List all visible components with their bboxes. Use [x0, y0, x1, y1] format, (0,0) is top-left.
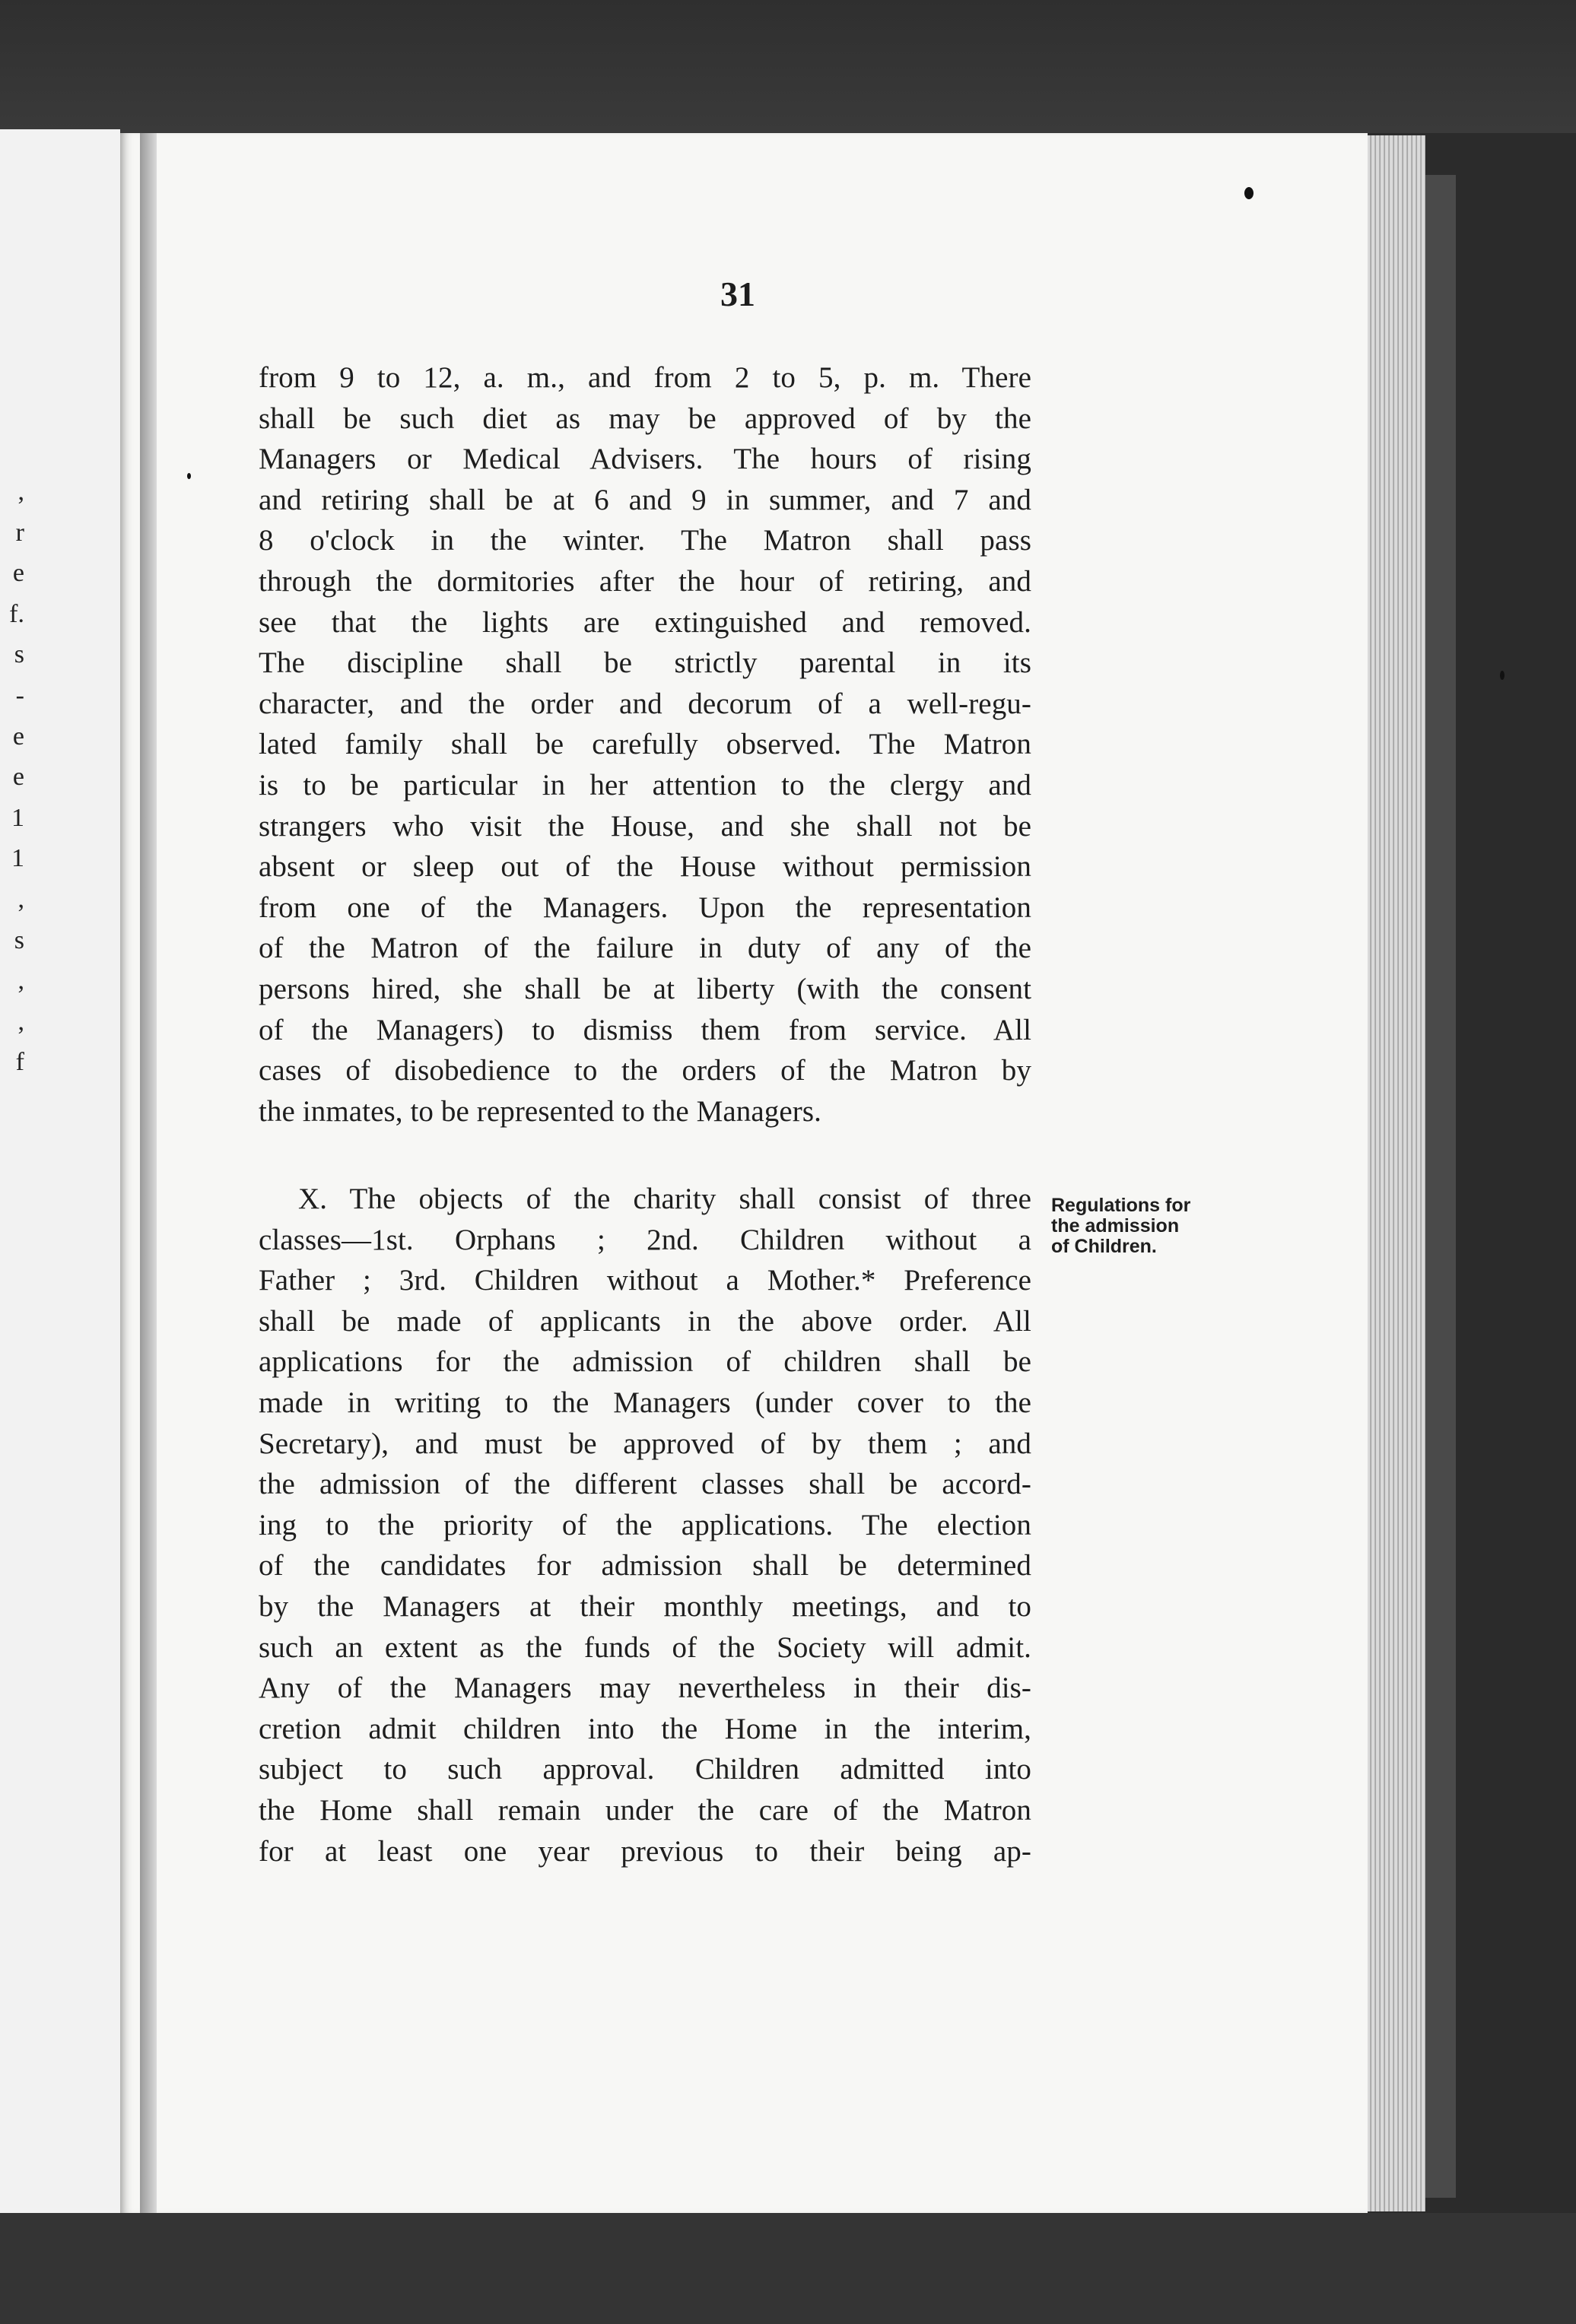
paragraph-2: [259, 1179, 1031, 1872]
text-line: X. The objects of the charity shall consist of three: [298, 1183, 1031, 1215]
margin-note-line: of Children.: [1051, 1236, 1157, 1257]
ink-speck: [1500, 671, 1505, 680]
page-gutter: [140, 133, 157, 2213]
edge-fragment: f.: [9, 599, 24, 628]
text-line: of the candidates for admission shall be determined: [259, 1549, 1031, 1583]
page-number: 31: [720, 275, 755, 313]
text-line: applications for the admission of children shall be: [259, 1345, 1031, 1379]
text-line: lated family shall be carefully observed. The Matron: [259, 728, 1031, 761]
text-line: cases of disobedience to the orders of the Matron by: [259, 1054, 1031, 1087]
text-line: the Home shall remain under the care of the Matron: [259, 1793, 1031, 1827]
book-cover-edge: [1425, 175, 1456, 2198]
edge-fragment: r: [15, 518, 24, 547]
edge-fragment: ,: [17, 1007, 24, 1036]
text-line: character, and the order and decorum of a well-regu-: [259, 687, 1031, 720]
text-line: classes—1st. Orphans ; 2nd. Children without a: [259, 1223, 1031, 1256]
edge-fragment: s: [14, 925, 24, 954]
text-line: the admission of the different classes shall be accord-: [259, 1468, 1031, 1501]
edge-fragment: s: [14, 640, 24, 669]
edge-fragment: 1: [11, 803, 24, 832]
edge-fragment: e: [12, 763, 24, 792]
edge-fragment: 1: [11, 844, 24, 873]
edge-fragment: ,: [17, 967, 24, 995]
edge-fragment: f: [15, 1048, 24, 1077]
text-line: Secretary), and must be approved of by them ; and: [259, 1427, 1031, 1460]
text-line: cretion admit children into the Home in the interim,: [259, 1712, 1031, 1745]
text-line: see that the lights are extinguished and removed.: [259, 605, 1031, 639]
facing-page-text-fragments: [2, 471, 24, 1083]
edge-fragment: e: [12, 559, 24, 588]
margin-note-regulations: [1051, 1195, 1241, 1257]
text-line: from one of the Managers. Upon the representation: [259, 891, 1031, 924]
facing-page-edge: [0, 129, 123, 2213]
ink-speck: [1244, 187, 1253, 199]
margin-note-line: Regulations for: [1051, 1195, 1191, 1216]
ink-speck: [187, 473, 191, 479]
paragraph-1: [259, 357, 1031, 1132]
text-line: ing to the priority of the applications. The election: [259, 1508, 1031, 1541]
page-stack-edges: [1368, 135, 1425, 2211]
scan-background-top: [0, 0, 1576, 133]
text-line: such an extent as the funds of the Society will admit.: [259, 1630, 1031, 1664]
edge-fragment: -: [15, 681, 24, 710]
text-line: shall be such diet as may be approved of by the: [259, 402, 1031, 435]
text-line: is to be particular in her attention to the clergy and: [259, 768, 1031, 802]
text-line: of the Managers) to dismiss them from service. All: [259, 1013, 1031, 1046]
edge-fragment: e: [12, 722, 24, 751]
text-line: for at least one year previous to their being ap-: [259, 1834, 1031, 1868]
scan-background-bottom: [0, 2213, 1576, 2324]
text-line: through the dormitories after the hour of retiring, and: [259, 564, 1031, 598]
text-line: Father ; 3rd. Children without a Mother.* Preference: [259, 1264, 1031, 1297]
text-line: strangers who visit the House, and she shall not be: [259, 809, 1031, 843]
text-line: The discipline shall be strictly parental in its: [259, 646, 1031, 680]
text-line: shall be made of applicants in the above order. All: [259, 1304, 1031, 1338]
text-line: and retiring shall be at 6 and 9 in summer, and 7 and: [259, 483, 1031, 516]
text-line: persons hired, she shall be at liberty (with the consent: [259, 972, 1031, 1005]
text-line: Managers or Medical Advisers. The hours of rising: [259, 443, 1031, 476]
text-line: 8 o'clock in the winter. The Matron shall pass: [259, 524, 1031, 557]
text-line: the inmates, to be represented to the Managers.: [259, 1094, 822, 1128]
text-line: subject to such approval. Children admitted into: [259, 1753, 1031, 1786]
text-line: of the Matron of the failure in duty of any of the: [259, 932, 1031, 965]
edge-fragment: ,: [17, 884, 24, 913]
text-line: made in writing to the Managers (under cover to the: [259, 1386, 1031, 1419]
edge-fragment: ,: [17, 478, 24, 506]
text-line: absent or sleep out of the House without permission: [259, 850, 1031, 884]
text-line: Any of the Managers may nevertheless in their dis-: [259, 1672, 1031, 1705]
text-line: by the Managers at their monthly meetings, and to: [259, 1589, 1031, 1623]
text-line: from 9 to 12, a. m., and from 2 to 5, p. m. There: [259, 361, 1031, 394]
margin-note-line: the admission: [1051, 1215, 1180, 1237]
